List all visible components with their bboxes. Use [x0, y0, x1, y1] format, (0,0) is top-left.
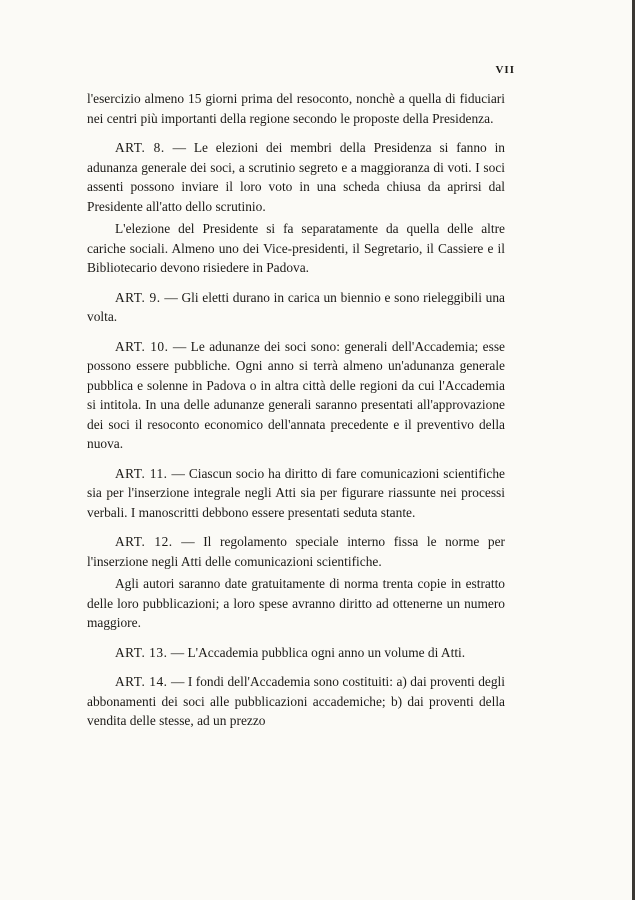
- paragraph: [87, 219, 505, 278]
- body-text: [87, 89, 505, 741]
- paragraph: [87, 574, 505, 633]
- article-paragraph: [87, 672, 505, 731]
- article-paragraph: [87, 337, 505, 454]
- article-paragraph: [87, 464, 505, 523]
- paragraph-text: Agli autori saranno date gratuitamente di norma trenta copie in estratto delle loro pubblicazioni; a loro spese avranno diritto ad ottenerne un numero maggiore.: [87, 576, 505, 630]
- article-label: ART. 12.: [115, 534, 173, 549]
- article-label: ART. 13.: [115, 644, 168, 660]
- paragraph-text: L'elezione del Presidente si fa separatamente da quella delle altre cariche sociali. Almeno uno dei Vice-presidenti, il Segretario, il Cassiere e il Bibliotecario devono risiedere in Padova.: [87, 221, 505, 275]
- article-label: ART. 9.: [115, 289, 161, 305]
- article-paragraph: [87, 138, 505, 216]
- paragraph-text: — Gli eletti durano in carica un biennio e sono rieleggibili una volta.: [87, 289, 505, 324]
- paragraph-text: — Le elezioni dei membri della Presidenza si fanno in adunanza generale dei soci, a scrutinio segreto e a maggioranza di voti. I soci assenti possono inviare il loro voto in una scheda chiusa da aprirsi dal Presidente all'atto dello scrutinio.: [87, 140, 505, 214]
- paragraph-text: — L'Accademia pubblica ogni anno un volume di Atti.: [167, 644, 466, 660]
- article-label: ART. 14.: [115, 674, 168, 689]
- paragraph-text: — Le adunanze dei soci sono: generali dell'Accademia; esse possono essere pubbliche. Ogni anno si terrà almeno un'adunanza generale pubblica e solenne in Padova o in altra città delle regioni da cui l'Accademia si intitola. In una delle adunanze generali saranno presentati all'approvazione dei soci il resoconto economico dell'annata precedente e il preventivo della nuova.: [87, 338, 505, 451]
- article-label: ART. 8.: [115, 140, 165, 155]
- article-paragraph: [87, 643, 505, 663]
- paragraph-text: — Il regolamento speciale interno fissa le norme per l'inserzione negli Atti delle comunicazioni scientifiche.: [87, 534, 505, 569]
- paragraph-text: l'esercizio almeno 15 giorni prima del resoconto, nonchè a quella di fiduciari nei centri più importanti della regione secondo le proposte della Presidenza.: [87, 91, 505, 126]
- paragraph: [87, 89, 505, 128]
- article-label: ART. 10.: [115, 338, 169, 354]
- article-paragraph: [87, 288, 505, 327]
- paragraph-text: — I fondi dell'Accademia sono costituiti: a) dai proventi degli abbonamenti dei soci alle pubblicazioni accademiche; b) dai proventi della vendita delle stesse, ad un prezzo: [87, 674, 505, 728]
- article-label: ART. 11.: [115, 465, 168, 481]
- paragraph-text: — Ciascun socio ha diritto di fare comunicazioni scientifiche sia per l'inserzione integrale negli Atti sia per figurare riassunte nei processi verbali. I manoscritti debbono essere presentati seduta stante.: [87, 465, 506, 520]
- page-number: VII: [495, 64, 515, 76]
- article-paragraph: [87, 532, 505, 571]
